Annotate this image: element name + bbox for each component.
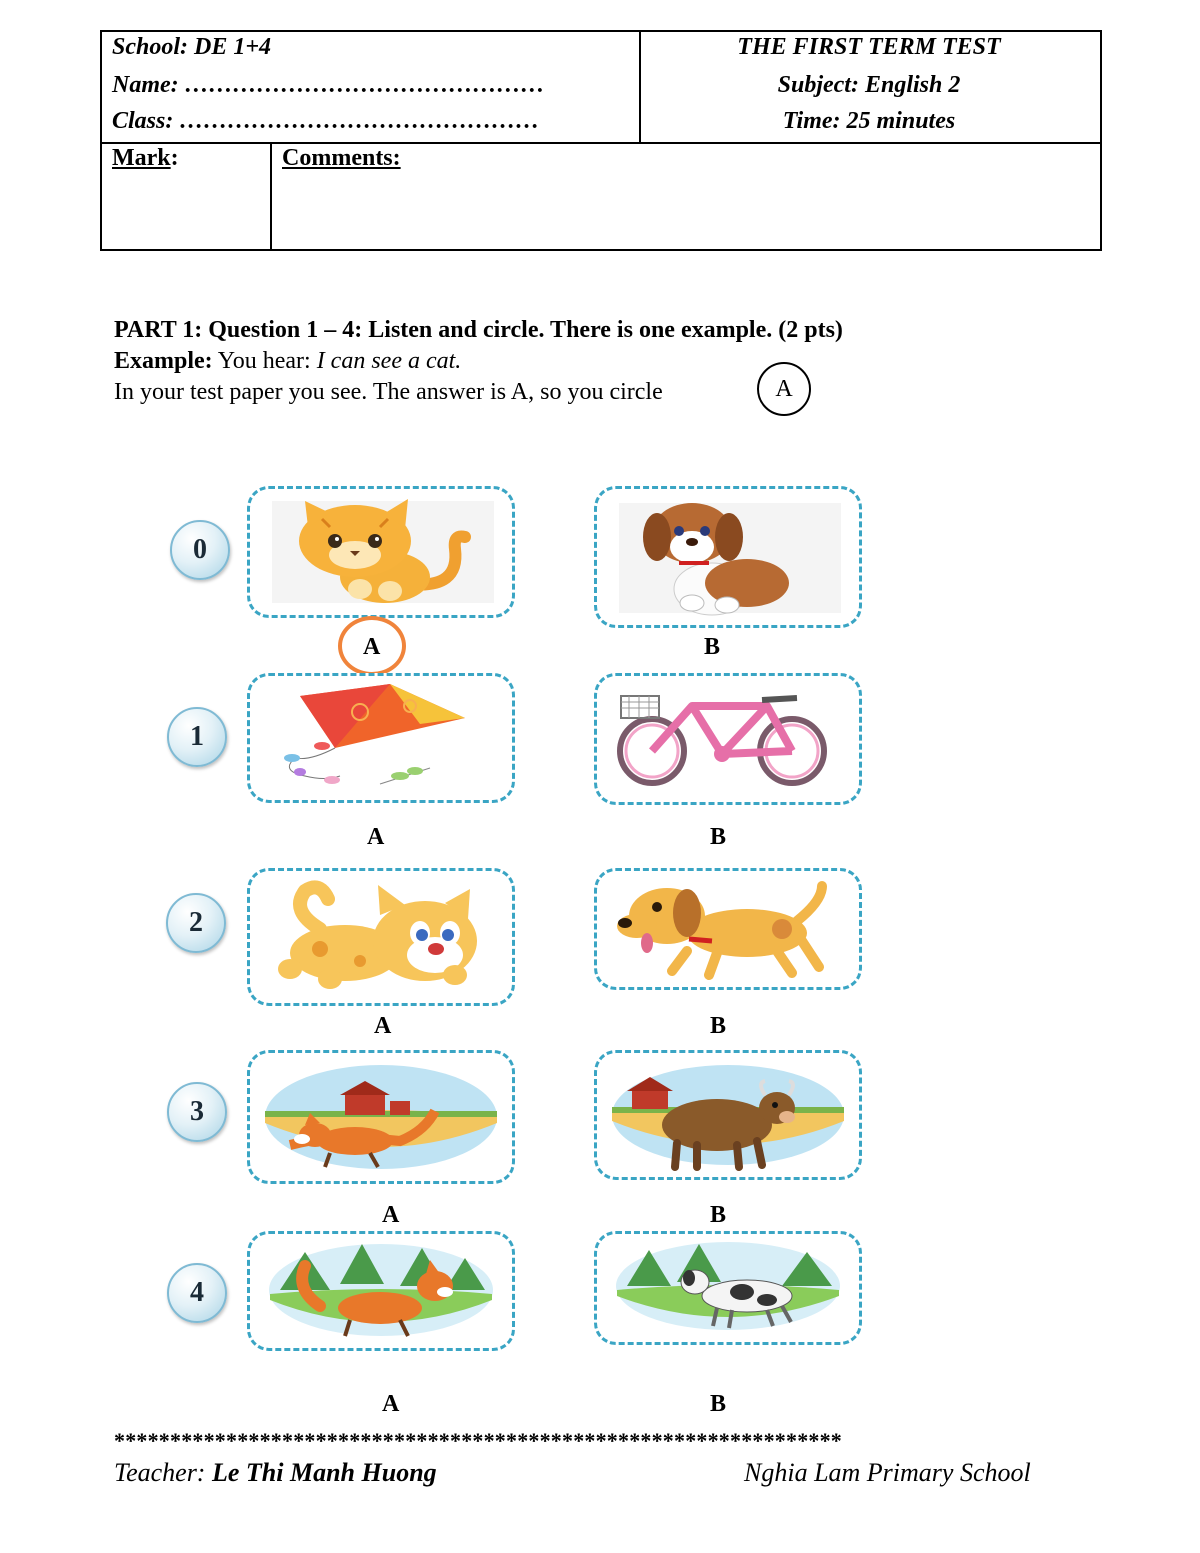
time-line: Time: 25 minutes	[782, 108, 956, 134]
cat-picture	[250, 871, 512, 1003]
bike-picture	[597, 676, 859, 802]
option-card-3b[interactable]	[594, 1050, 862, 1180]
question-number-2: 2	[166, 893, 226, 953]
option-label-4a[interactable]: A	[382, 1391, 400, 1417]
option-label-3b[interactable]: B	[710, 1202, 727, 1228]
option-card-4b[interactable]	[594, 1231, 862, 1345]
question-number-1: 1	[167, 707, 227, 767]
school-field: School: DE 1+4	[112, 34, 272, 60]
test-title: THE FIRST TERM TEST	[737, 34, 1001, 60]
option-label-0a[interactable]: A	[363, 634, 381, 660]
header-divider	[270, 142, 272, 251]
class-field[interactable]: Class: ………………………………………	[112, 108, 540, 134]
cat-picture	[250, 489, 512, 615]
teacher-name: Le Thi Manh Huong	[211, 1458, 437, 1487]
option-label-2b[interactable]: B	[710, 1013, 727, 1039]
option-label-2a[interactable]: A	[374, 1013, 392, 1039]
teacher-label: Teacher:	[114, 1458, 212, 1487]
example-text: You hear:	[212, 348, 317, 374]
question-number-4: 4	[167, 1263, 227, 1323]
option-label-3a[interactable]: A	[382, 1202, 400, 1228]
option-card-3a[interactable]	[247, 1050, 515, 1184]
dog-picture	[597, 489, 859, 625]
footer-school: Nghia Lam Primary School	[744, 1458, 1031, 1487]
option-label-1b[interactable]: B	[710, 824, 727, 850]
subject-line: Subject: English 2	[777, 72, 961, 98]
option-label-0b[interactable]: B	[704, 634, 721, 660]
example-label: Example:	[114, 348, 213, 374]
teacher-line	[114, 1458, 437, 1488]
fox-in-forest-picture	[250, 1234, 512, 1348]
dog-picture	[597, 871, 859, 987]
comments-label: Comments:	[282, 145, 401, 171]
option-label-1a[interactable]: A	[367, 824, 385, 850]
mark-label: Mark	[112, 145, 171, 171]
dog-in-forest-picture	[597, 1234, 859, 1342]
option-label-4b[interactable]: B	[710, 1391, 727, 1417]
option-card-1a[interactable]	[247, 673, 515, 803]
fox-on-farm-picture	[250, 1053, 512, 1181]
option-card-2a[interactable]	[247, 868, 515, 1006]
option-card-2b[interactable]	[594, 868, 862, 990]
circled-example-answer: A	[757, 362, 811, 416]
option-card-4a[interactable]	[247, 1231, 515, 1351]
option-card-0a[interactable]	[247, 486, 515, 618]
option-card-1b[interactable]	[594, 673, 862, 805]
header-divider	[102, 142, 1100, 144]
part1-heading: PART 1: Question 1 – 4: Listen and circle. There is one example. (2 pts)	[114, 317, 843, 343]
mark-field[interactable]	[112, 145, 179, 172]
mark-colon: :	[170, 145, 179, 171]
question-number-3: 3	[167, 1082, 227, 1142]
instruction-line: In your test paper you see. The answer is A, so you circle	[114, 379, 663, 405]
header-table	[100, 30, 1102, 251]
example-quote: I can see a cat.	[316, 348, 462, 374]
name-field[interactable]: Name: ………………………………………	[112, 72, 545, 98]
separator-stars: *****************************************************************	[114, 1428, 842, 1453]
cow-on-farm-picture	[597, 1053, 859, 1177]
kite-picture	[250, 676, 512, 800]
question-number-0: 0	[170, 520, 230, 580]
option-card-0b[interactable]	[594, 486, 862, 628]
example-line	[114, 348, 461, 375]
